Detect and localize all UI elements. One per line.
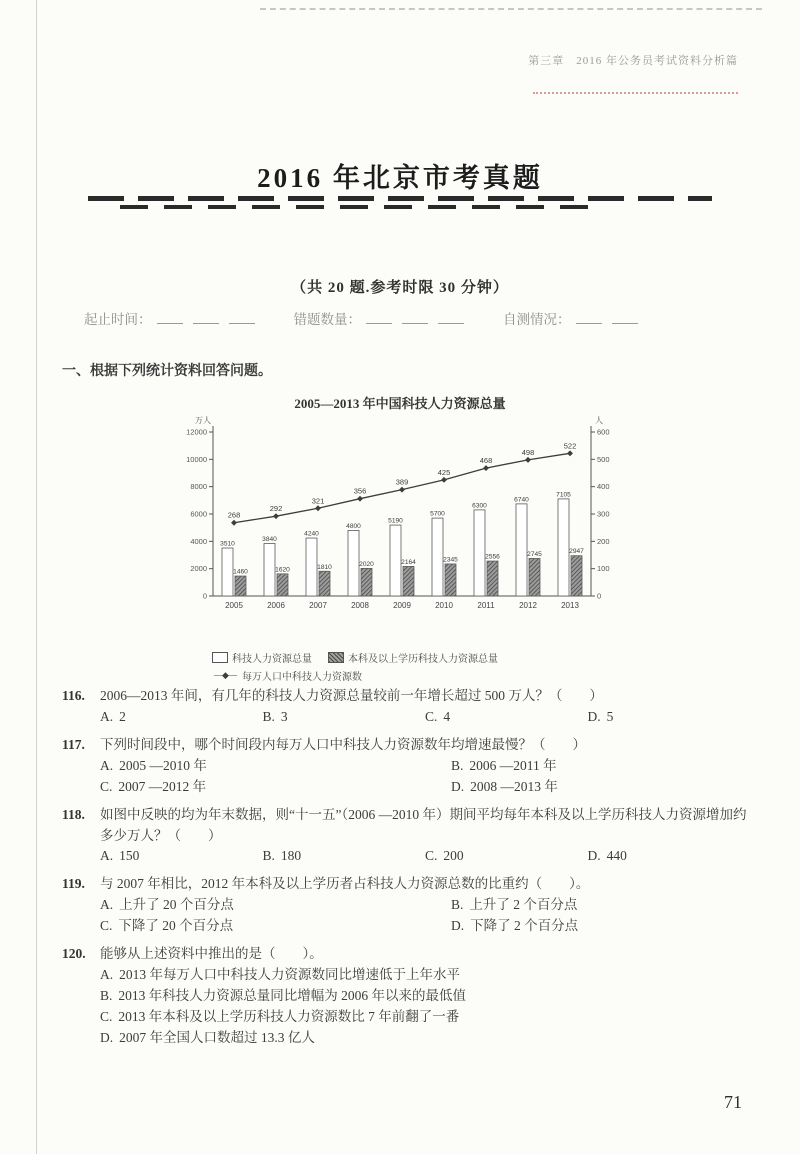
fill-in-blank xyxy=(193,310,219,324)
line-marker xyxy=(483,465,489,471)
legend-line-swatch-icon: —◆— xyxy=(214,670,236,680)
bar-科技人力资源总量 xyxy=(264,544,275,596)
line-value-label: 498 xyxy=(521,447,535,457)
line-value-label: 468 xyxy=(479,456,493,466)
option-item xyxy=(100,1028,750,1049)
question-head xyxy=(62,874,750,895)
question-item xyxy=(62,735,750,798)
line-value-label: 356 xyxy=(353,486,367,496)
question-number: 120. xyxy=(62,946,86,962)
line-marker xyxy=(525,457,531,463)
question-number: 116. xyxy=(62,688,85,703)
option-label: C. xyxy=(425,708,438,724)
x-axis-tick-label: 2012 xyxy=(519,601,537,610)
left-axis-tick-label: 6000 xyxy=(190,509,207,519)
options-group xyxy=(62,707,750,728)
question-stem: 与 2007 年相比，2012 年本科及以上学历者占科技人力资源总数的比重约（ ）。 xyxy=(100,876,590,892)
right-axis-tick-label: 500 xyxy=(597,454,610,464)
option-text: 上升了 20 个百分点 xyxy=(119,897,234,913)
options-group xyxy=(62,895,750,937)
option-item xyxy=(100,707,263,728)
option-label: D. xyxy=(587,848,601,864)
options-group xyxy=(62,756,750,798)
legend-row xyxy=(212,668,642,683)
fill-in-blank xyxy=(402,310,428,324)
x-axis-tick-label: 2011 xyxy=(477,601,495,610)
line-marker xyxy=(273,513,279,519)
line-marker xyxy=(567,450,573,456)
question-head xyxy=(62,686,750,707)
bar-本科及以上学历科技人力资源总量 xyxy=(361,568,372,596)
bar-本科及以上学历科技人力资源总量 xyxy=(277,574,288,596)
option-text: 3 xyxy=(280,708,288,724)
x-axis-tick-label: 2010 xyxy=(435,601,453,610)
left-axis-tick-label: 4000 xyxy=(190,536,207,546)
bar-value-label: 3510 xyxy=(220,540,235,548)
bar-value-label: 1810 xyxy=(317,563,332,571)
option-text: 2007 —2012 年 xyxy=(118,778,207,794)
chart-legend xyxy=(212,650,642,686)
option-text: 2013 年本科及以上学历科技人力资源数比 7 年前翻了一番 xyxy=(118,1008,460,1024)
line-value-label: 321 xyxy=(311,496,325,506)
right-axis-unit: 人 xyxy=(595,416,603,425)
section-heading: 一、根据下列统计资料回答问题。 xyxy=(62,364,272,379)
option-text: 2 xyxy=(119,708,126,724)
option-text: 150 xyxy=(119,848,140,864)
option-label: B. xyxy=(100,987,113,1003)
right-axis-tick-label: 300 xyxy=(597,509,610,519)
option-label: D. xyxy=(451,918,465,934)
option-label: D. xyxy=(451,778,465,794)
option-item xyxy=(100,777,451,798)
bar-value-label: 3840 xyxy=(262,536,277,544)
option-label: B. xyxy=(451,757,464,773)
x-axis-tick-label: 2008 xyxy=(351,601,369,610)
option-label: D. xyxy=(100,1029,114,1045)
bar-value-label: 5190 xyxy=(388,517,403,525)
legend-item xyxy=(212,650,312,665)
legend-label: 科技人力资源总量 xyxy=(232,654,312,665)
legend-row xyxy=(212,650,642,665)
bar-value-label: 4240 xyxy=(304,530,319,538)
fill-in-blank xyxy=(157,310,183,324)
option-item xyxy=(100,846,263,867)
option-item xyxy=(100,986,750,1007)
bar-本科及以上学历科技人力资源总量 xyxy=(445,564,456,596)
question-stem: 2006—2013 年间，有几年的科技人力资源总量较前一年增长超过 500 万人？（ ） xyxy=(100,688,603,703)
options-group xyxy=(62,965,750,1049)
line-marker xyxy=(441,477,447,483)
question-item xyxy=(62,686,750,728)
bar-value-label: 2745 xyxy=(527,550,542,558)
right-axis-tick-label: 400 xyxy=(597,482,610,492)
fill-in-blank xyxy=(438,310,464,324)
self-record-group xyxy=(294,308,470,328)
bar-本科及以上学历科技人力资源总量 xyxy=(571,556,582,596)
x-axis-tick-label: 2013 xyxy=(561,601,579,610)
legend-bar-swatch-icon xyxy=(328,652,344,663)
line-value-label: 425 xyxy=(437,467,451,477)
line-marker xyxy=(357,496,363,502)
legend-bar-swatch-icon xyxy=(212,652,228,663)
bar-科技人力资源总量 xyxy=(222,548,233,596)
fill-in-blank xyxy=(612,310,638,324)
statistics-chart xyxy=(163,416,643,644)
line-marker xyxy=(231,520,237,526)
fill-in-blank xyxy=(366,310,392,324)
option-item xyxy=(100,965,750,986)
option-item xyxy=(451,777,750,798)
bar-本科及以上学历科技人力资源总量 xyxy=(403,566,414,596)
self-record-group xyxy=(84,308,260,328)
running-header: 第三章 2016 年公务员考试资料分析篇 xyxy=(528,55,738,67)
option-label: A. xyxy=(100,757,114,773)
bar-科技人力资源总量 xyxy=(390,525,401,596)
bar-value-label: 6300 xyxy=(472,502,487,510)
bar-value-label: 2556 xyxy=(485,553,500,561)
bar-科技人力资源总量 xyxy=(474,510,485,596)
legend-label: 本科及以上学历科技人力资源总量 xyxy=(348,654,498,665)
option-text: 下降了 20 个百分点 xyxy=(118,918,234,934)
bar-本科及以上学历科技人力资源总量 xyxy=(487,561,498,596)
question-number: 117. xyxy=(62,736,85,752)
bar-科技人力资源总量 xyxy=(558,499,569,596)
option-item xyxy=(451,756,750,777)
bar-value-label: 1460 xyxy=(233,568,248,576)
line-value-label: 522 xyxy=(563,441,577,451)
option-text: 180 xyxy=(280,848,302,864)
title-decorative-rule-2 xyxy=(120,205,590,209)
left-axis-tick-label: 2000 xyxy=(190,564,207,574)
self-record-label: 错题数量： xyxy=(293,312,361,327)
option-text: 2006 —2011 年 xyxy=(469,757,557,773)
question-number: 119. xyxy=(62,876,85,892)
line-marker xyxy=(399,487,405,493)
option-label: A. xyxy=(100,708,114,724)
chart-title: 2005—2013 年中国科技人力资源总量 xyxy=(294,396,506,411)
bar-科技人力资源总量 xyxy=(516,504,527,596)
chart-svg xyxy=(163,416,643,644)
question-head xyxy=(62,805,750,847)
option-item xyxy=(263,846,426,867)
fill-in-blank xyxy=(229,310,255,324)
option-label: B. xyxy=(451,897,464,913)
bar-value-label: 2164 xyxy=(401,558,416,566)
option-label: C. xyxy=(100,918,113,934)
option-label: A. xyxy=(100,848,114,864)
option-label: A. xyxy=(100,897,114,913)
option-label: B. xyxy=(262,708,275,724)
option-label: C. xyxy=(100,778,113,794)
question-head xyxy=(62,944,750,965)
x-axis-tick-label: 2006 xyxy=(267,601,285,610)
bar-本科及以上学历科技人力资源总量 xyxy=(529,558,540,596)
line-value-label: 292 xyxy=(269,504,283,514)
question-head xyxy=(62,735,750,756)
x-axis-tick-label: 2005 xyxy=(225,601,243,610)
option-item xyxy=(451,916,750,937)
bar-value-label: 6740 xyxy=(514,496,529,504)
self-record-line xyxy=(84,308,740,328)
bar-科技人力资源总量 xyxy=(432,518,443,596)
scan-artifact-top xyxy=(260,8,762,10)
legend-item xyxy=(212,668,362,683)
bar-value-label: 2020 xyxy=(359,560,374,568)
option-item xyxy=(425,707,588,728)
question-item xyxy=(62,944,750,1049)
legend-label: 每万人口中科技人力资源数 xyxy=(242,672,362,683)
left-axis-unit: 万人 xyxy=(195,416,211,425)
right-axis-tick-label: 100 xyxy=(597,564,610,574)
option-text: 5 xyxy=(606,708,614,724)
option-item xyxy=(100,916,451,937)
bar-本科及以上学历科技人力资源总量 xyxy=(235,576,246,596)
option-text: 200 xyxy=(443,848,464,864)
header-dotted-rule xyxy=(533,92,738,94)
right-axis-tick-label: 200 xyxy=(597,536,610,546)
option-text: 上升了 2 个百分点 xyxy=(469,897,578,913)
bar-value-label: 2345 xyxy=(443,556,458,564)
line-value-label: 268 xyxy=(227,510,241,520)
option-label: C. xyxy=(100,1008,113,1024)
option-text: 2013 年每万人口中科技人力资源数同比增速低于上年水平 xyxy=(119,967,460,983)
option-item xyxy=(588,846,751,867)
title-decorative-rule-1 xyxy=(88,196,712,201)
self-record-label: 自测情况： xyxy=(503,312,571,327)
self-record-label: 起止时间： xyxy=(84,312,152,327)
question-number: 118. xyxy=(62,806,85,822)
left-axis-tick-label: 10000 xyxy=(186,454,207,464)
question-item xyxy=(62,874,750,937)
option-item xyxy=(100,895,451,916)
right-axis-tick-label: 0 xyxy=(597,591,602,601)
option-text: 440 xyxy=(606,848,627,864)
option-item xyxy=(263,707,426,728)
fill-in-blank xyxy=(576,310,602,324)
option-text: 2007 年全国人口数超过 13.3 亿人 xyxy=(119,1029,315,1045)
option-text: 2005 —2010 年 xyxy=(119,757,207,773)
option-item xyxy=(100,1007,750,1028)
bar-value-label: 5700 xyxy=(430,510,445,518)
option-label: A. xyxy=(100,967,114,983)
option-text: 2013 年科技人力资源总量同比增幅为 2006 年以来的最低值 xyxy=(118,987,467,1003)
bar-value-label: 2947 xyxy=(569,548,584,556)
page-number: 71 xyxy=(724,1092,742,1112)
right-axis-tick-label: 600 xyxy=(597,427,610,437)
self-record-group xyxy=(503,308,643,328)
legend-item xyxy=(328,650,498,665)
page-title: 2016 年北京市考真题 xyxy=(257,163,543,193)
left-axis-tick-label: 0 xyxy=(202,591,207,601)
option-text: 4 xyxy=(443,708,451,724)
bar-本科及以上学历科技人力资源总量 xyxy=(319,571,330,596)
options-group xyxy=(62,846,750,867)
line-value-label: 389 xyxy=(395,477,409,487)
option-item xyxy=(425,846,588,867)
option-item xyxy=(100,756,451,777)
bar-value-label: 7105 xyxy=(556,491,571,499)
left-axis-tick-label: 8000 xyxy=(190,482,207,492)
question-stem: 如图中反映的均为年末数据，则“十一五”（2006 —2010 年）期间平均每年本科及以上学历科技人力资源增加约多少万人？（ ） xyxy=(100,806,747,843)
option-text: 2008 —2013 年 xyxy=(470,778,558,794)
question-item xyxy=(62,805,750,868)
option-item xyxy=(451,895,750,916)
question-list xyxy=(62,686,750,1056)
x-axis-tick-label: 2009 xyxy=(393,601,411,610)
option-label: D. xyxy=(587,708,601,724)
option-label: C. xyxy=(425,848,438,864)
exam-subtitle: （共 20 题.参考时限 30 分钟） xyxy=(291,280,509,296)
option-item xyxy=(588,707,751,728)
bar-value-label: 1620 xyxy=(275,566,290,574)
x-axis-tick-label: 2007 xyxy=(309,601,327,610)
bar-value-label: 4800 xyxy=(346,522,361,530)
bar-科技人力资源总量 xyxy=(306,538,317,596)
line-marker xyxy=(315,505,321,511)
question-stem: 能够从上述资料中推出的是（ ）。 xyxy=(100,946,323,962)
option-text: 下降了 2 个百分点 xyxy=(470,918,579,934)
bar-科技人力资源总量 xyxy=(348,530,359,596)
left-axis-tick-label: 12000 xyxy=(186,427,207,437)
question-stem: 下列时间段中，哪个时间段内每万人口中科技人力资源数年均增速最慢？（ ） xyxy=(100,736,586,752)
option-label: B. xyxy=(262,848,275,864)
